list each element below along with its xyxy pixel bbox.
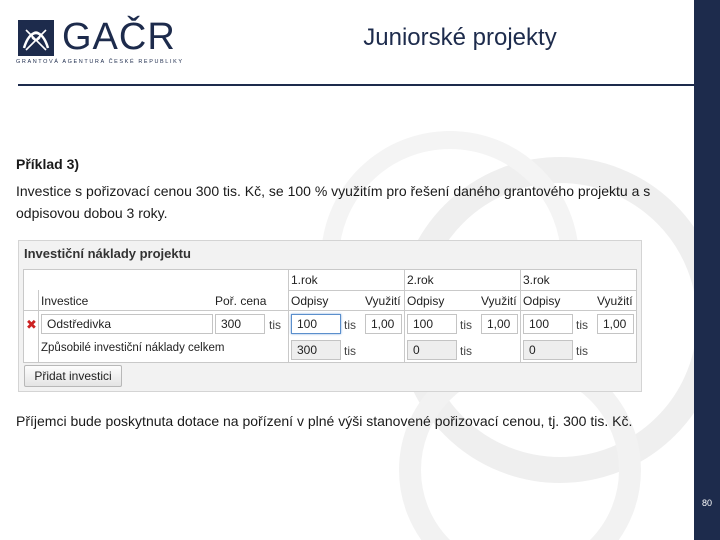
investment-table [23, 269, 637, 363]
col-header-odpisy-1: Odpisy [291, 294, 329, 308]
vyuziti-input-year-2[interactable]: 1,00 [481, 314, 518, 334]
eligible-value-year-2: 0 [407, 340, 457, 360]
gacr-logo [14, 14, 184, 70]
col-header-odpisy-3: Odpisy [523, 294, 561, 308]
vyuziti-input-year-1[interactable]: 1,00 [365, 314, 402, 334]
odpisy-unit-year-1: tis [344, 318, 356, 332]
grid-line [288, 270, 289, 362]
eligible-unit-year-1: tis [344, 344, 356, 358]
grid-line [288, 290, 636, 291]
odpisy-input-year-3[interactable]: 100 [523, 314, 573, 334]
price-input[interactable]: 300 [215, 314, 265, 334]
eligible-unit-year-3: tis [576, 344, 588, 358]
delete-row-icon[interactable]: ✖ [26, 317, 37, 332]
col-header-vyuziti-3: Využití [597, 294, 633, 308]
logo-emblem-icon [16, 18, 56, 58]
grid-line [520, 270, 521, 362]
vyuziti-input-year-3[interactable]: 1,00 [597, 314, 634, 334]
right-sidebar-bar [694, 0, 720, 540]
odpisy-unit-year-3: tis [576, 318, 588, 332]
year-header-1: 1.rok [291, 273, 318, 287]
price-unit: tis [269, 318, 281, 332]
col-header-price: Poř. cena [215, 294, 267, 308]
col-header-investice: Investice [41, 294, 89, 308]
col-header-odpisy-2: Odpisy [407, 294, 445, 308]
investment-panel [18, 240, 642, 392]
add-investment-button[interactable]: Přidat investici [24, 365, 122, 387]
eligible-unit-year-2: tis [460, 344, 472, 358]
logo-wordmark: GAČR [62, 16, 176, 58]
grid-line [38, 290, 39, 362]
page-number: 80 [701, 498, 712, 508]
eligible-value-year-1: 300 [291, 340, 341, 360]
eligible-costs-label: Způsobilé investiční náklady celkem [41, 342, 225, 354]
header-divider [18, 84, 694, 86]
col-header-vyuziti-1: Využití [365, 294, 401, 308]
odpisy-input-year-2[interactable]: 100 [407, 314, 457, 334]
panel-title: Investiční náklady projektu [24, 246, 191, 261]
footer-text: Příjemci bude poskytnuta dotace na pořízení v plné výši stanovené pořizovací cenou, tj. 300 tis. Kč. [16, 413, 633, 429]
example-text: Investice s pořizovací cenou 300 tis. Kč, se 100 % využitím pro řešení daného grantového projektu a s odpisovou dobou 3 roky. [16, 183, 651, 221]
eligible-value-year-3: 0 [523, 340, 573, 360]
logo-subtitle: GRANTOVÁ AGENTURA ČESKÉ REPUBLIKY [16, 59, 184, 65]
col-header-vyuziti-2: Využití [481, 294, 517, 308]
odpisy-input-year-1[interactable]: 100 [291, 314, 341, 334]
year-header-2: 2.rok [407, 273, 434, 287]
grid-line [404, 270, 405, 362]
example-heading: Příklad 3) [16, 156, 80, 172]
page-title: Juniorské projekty [363, 24, 557, 51]
odpisy-unit-year-2: tis [460, 318, 472, 332]
grid-line [24, 310, 636, 311]
year-header-3: 3.rok [523, 273, 550, 287]
investment-name-input[interactable]: Odstředivka [41, 314, 213, 334]
